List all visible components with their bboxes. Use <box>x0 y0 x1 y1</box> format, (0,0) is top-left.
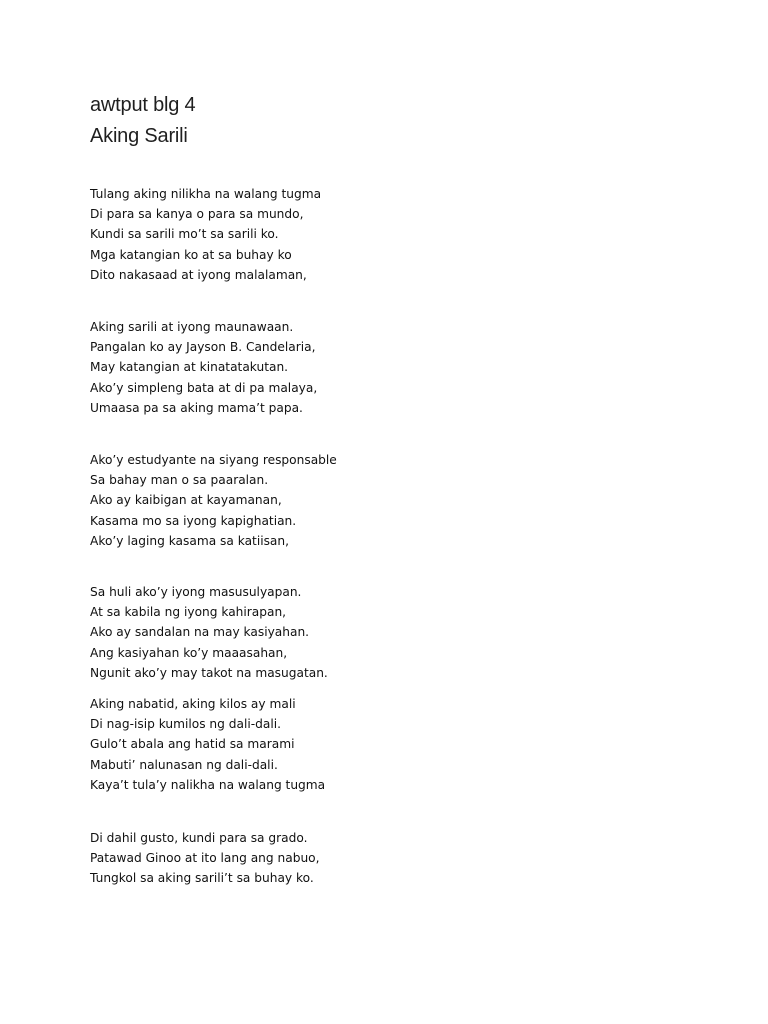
poem-line: Dito nakasaad at iyong malalaman, <box>90 267 307 282</box>
poem-title: Aking Sarili <box>90 125 188 147</box>
poem-line: Di dahil gusto, kundi para sa grado. <box>90 831 308 845</box>
poem-line: Ang kasiyahan ko’y maaasahan, <box>90 645 288 660</box>
poem-line: Ako’y simpleng bata at di pa malaya, <box>90 380 318 395</box>
poem-line: Kaya’t tula’y nalikha na walang tugma <box>90 777 326 792</box>
poem-line: Ako ay sandalan na may kasiyahan. <box>90 625 310 640</box>
poem-line: Tulang aking nilikha na walang tugma <box>90 187 322 201</box>
poem-line: Di para sa kanya o para sa mundo, <box>90 207 304 222</box>
poem-line: Sa bahay man o sa paaralan. <box>90 473 269 488</box>
stanza-2 <box>90 317 317 418</box>
stanza-5 <box>90 694 325 795</box>
stanza-6 <box>90 828 320 889</box>
poem-line: Ngunit ako’y may takot na masugatan. <box>90 665 328 680</box>
poem-line: Aking nabatid, aking kilos ay mali <box>90 697 296 711</box>
poem-line: Di nag-isip kumilos ng dali-dali. <box>90 717 281 732</box>
poem-line: Mga katangian ko at sa buhay ko <box>90 247 292 262</box>
document-title: awtput blg 4 <box>90 94 196 116</box>
stanza-1 <box>90 184 321 285</box>
poem-line: Kundi sa sarili mo’t sa sarili ko. <box>90 227 279 242</box>
stanza-4 <box>90 582 328 683</box>
poem-line: Ako’y laging kasama sa katiisan, <box>90 533 290 548</box>
poem-line: Kasama mo sa iyong kapighatian. <box>90 513 297 528</box>
poem-line: Sa huli ako’y iyong masusulyapan. <box>90 585 302 599</box>
stanza-3 <box>90 450 337 551</box>
poem-line: Patawad Ginoo at ito lang ang nabuo, <box>90 851 320 866</box>
poem-line: Gulo’t abala ang hatid sa marami <box>90 737 295 752</box>
poem-line: Tungkol sa aking sarili’t sa buhay ko. <box>90 871 314 886</box>
poem-line: Ako ay kaibigan at kayamanan, <box>90 493 282 508</box>
poem-line: Ako’y estudyante na siyang responsable <box>90 453 337 467</box>
poem-line: Mabuti’ nalunasan ng dali-dali. <box>90 757 278 772</box>
poem-line: Pangalan ko ay Jayson B. Candelaria, <box>90 340 316 355</box>
poem-line: May katangian at kinatatakutan. <box>90 360 289 375</box>
poem-line: At sa kabila ng iyong kahirapan, <box>90 605 287 620</box>
poem-line: Umaasa pa sa aking mama’t papa. <box>90 400 303 415</box>
poem-line: Aking sarili at iyong maunawaan. <box>90 320 294 334</box>
